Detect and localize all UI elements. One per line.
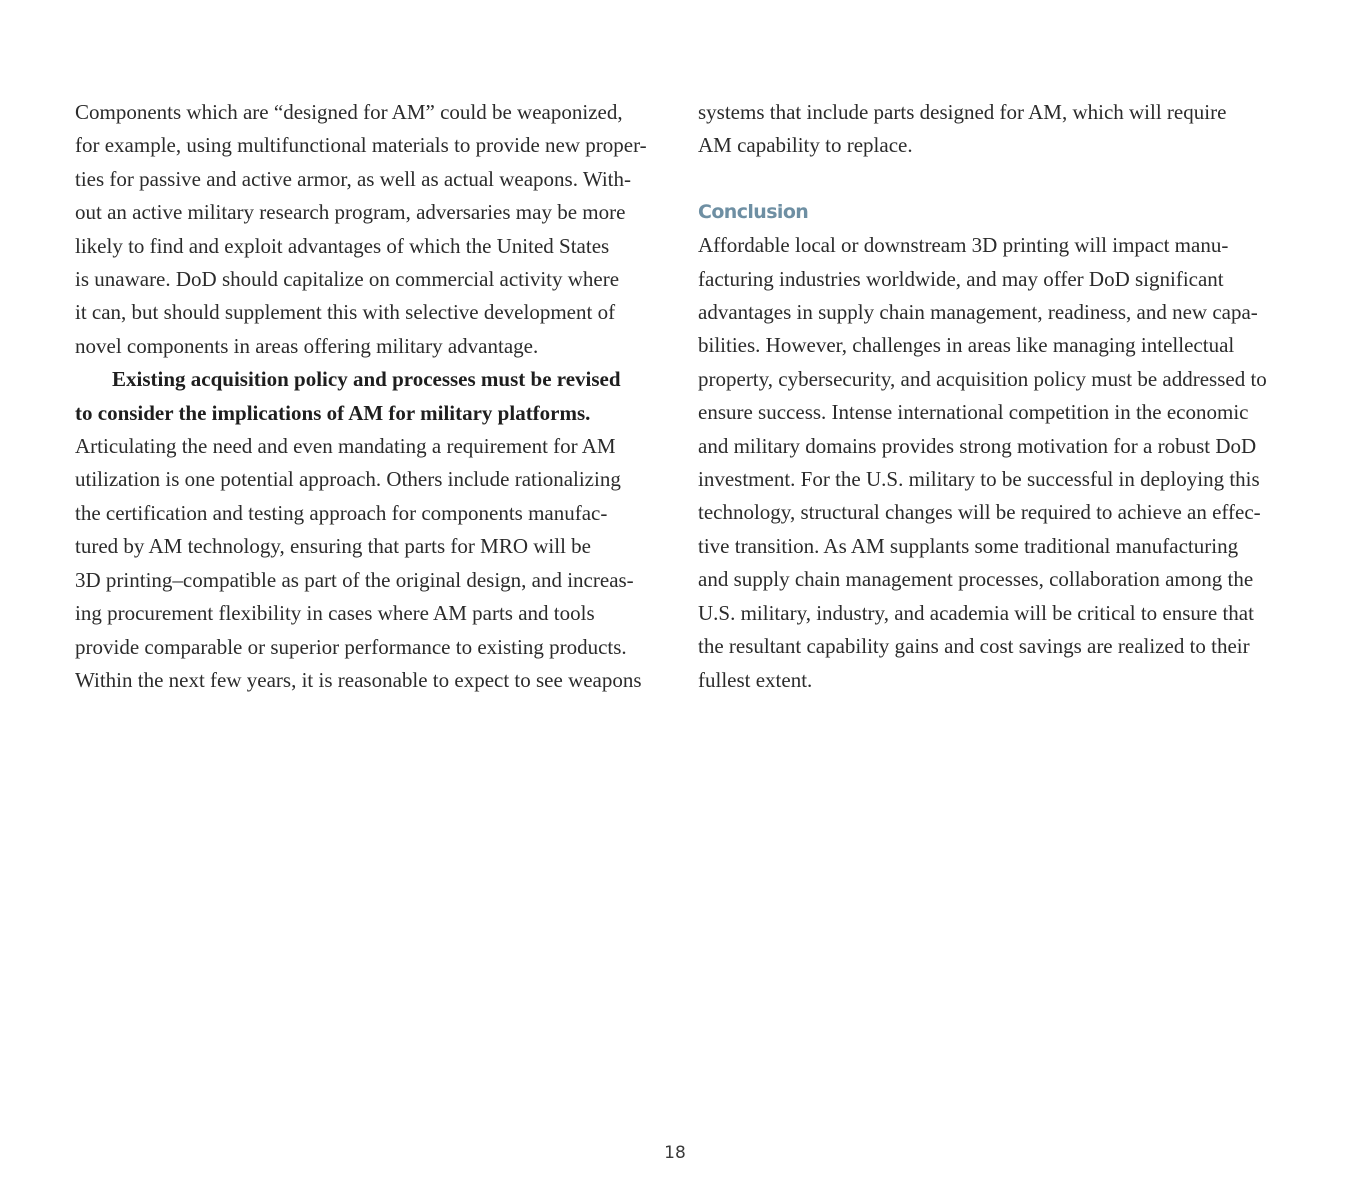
text-line: AM capability to replace. [698,133,913,158]
text-line: Within the next few years, it is reasonable to expect to see weapons [75,667,642,692]
text-line: fullest extent. [698,667,813,692]
text-line: Articulating the need and even mandating a requirement for AM [75,434,616,459]
text-line: ties for passive and active armor, as well as actual weapons. With- [75,166,631,191]
bold-lead-line: Existing acquisition policy and processes must be revised [112,367,621,392]
text-line: for example, using multifunctional materials to provide new proper- [75,133,647,158]
text-line: 3D printing–compatible as part of the original design, and increas- [75,567,634,592]
text-line: likely to find and exploit advantages of which the United States [75,233,610,258]
text-line: is unaware. DoD should capitalize on commercial activity where [75,267,620,292]
paragraph-conclusion [698,229,1278,697]
text-line: novel components in areas offering military advantage. [75,333,539,358]
paragraph-weaponized-components [75,96,655,363]
text-line: ing procurement flexibility in cases where AM parts and tools [75,601,595,626]
paragraph-acquisition-policy [75,363,655,697]
text-line: Affordable local or downstream 3D printing will impact manu- [698,233,1229,258]
text-line: property, cybersecurity, and acquisition policy must be addressed to [698,366,1267,391]
text-line: utilization is one potential approach. Others include rationalizing [75,467,621,492]
text-line: the certification and testing approach for components manufac- [75,500,608,525]
left-column [75,96,655,697]
text-line: out an active military research program, adversaries may be more [75,200,626,225]
text-line: it can, but should supplement this with selective development of [75,300,616,325]
text-line: and supply chain management processes, collaboration among the [698,567,1254,592]
text-line: systems that include parts designed for AM, which will require [698,100,1227,124]
text-line: provide comparable or superior performance to existing products. [75,634,627,659]
text-line: ensure success. Intense international competition in the economic [698,400,1249,425]
text-line: Components which are “designed for AM” could be weaponized, [75,100,623,124]
text-line: the resultant capability gains and cost savings are realized to their [698,634,1250,659]
paragraph-continuation [698,96,1278,163]
section-heading-conclusion: Conclusion [698,200,809,223]
right-column [698,96,1278,697]
text-line: U.S. military, industry, and academia will be critical to ensure that [698,600,1254,625]
text-line: bilities. However, challenges in areas like managing intellectual [698,333,1235,358]
text-line: investment. For the U.S. military to be successful in deploying this [698,467,1260,492]
text-line: tive transition. As AM supplants some traditional manufacturing [698,533,1239,558]
bold-lead-line: to consider the implications of AM for military platforms. [75,400,591,425]
text-line: and military domains provides strong motivation for a robust DoD [698,433,1257,458]
text-line: tured by AM technology, ensuring that parts for MRO will be [75,534,591,559]
section-spacer [698,163,1278,196]
page-number: 18 [664,1143,686,1163]
text-line: facturing industries worldwide, and may offer DoD significant [698,266,1224,291]
text-line: technology, structural changes will be required to achieve an effec- [698,500,1261,525]
text-line: advantages in supply chain management, readiness, and new capa- [698,300,1258,325]
